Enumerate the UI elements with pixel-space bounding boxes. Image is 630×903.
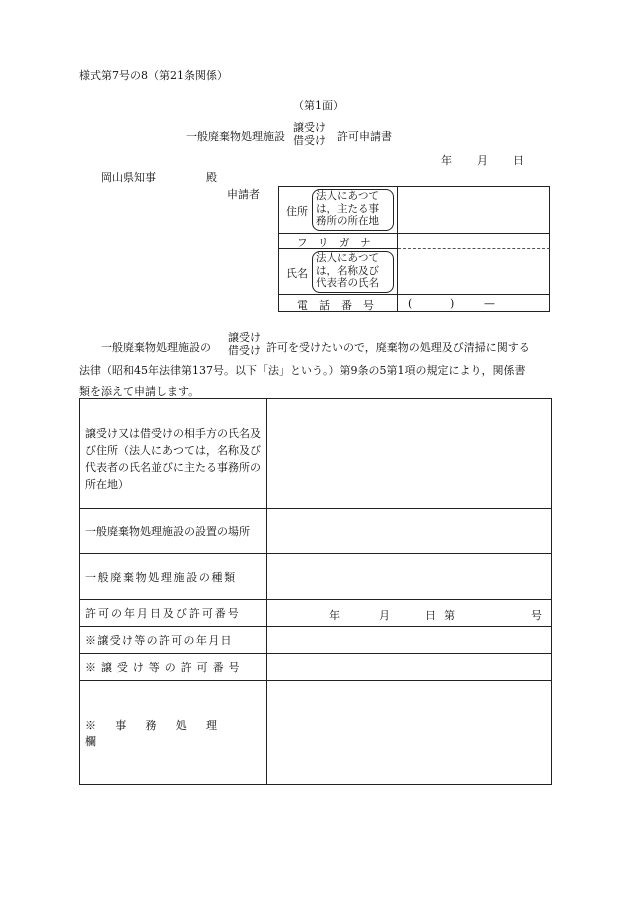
- name-note-line: 法人にあつて: [316, 252, 379, 264]
- permit-no: 第: [444, 609, 455, 622]
- address-note: [312, 189, 394, 231]
- name-value[interactable]: [398, 249, 550, 295]
- permit-year: 年: [329, 609, 340, 622]
- title-option-lease: 借受け: [293, 134, 326, 147]
- date-year: 年: [441, 154, 452, 167]
- office-use-value[interactable]: [267, 681, 552, 784]
- counterparty-label: 譲受け又は借受けの相手方の氏名及び住所（法人にあつては，名称及び代表者の氏名並びに主たる事務所の所在地）: [85, 427, 261, 491]
- address-note-line: 法人にあつて: [316, 190, 379, 202]
- address-value[interactable]: [398, 187, 550, 234]
- furigana-label-cell: [279, 234, 398, 249]
- permit-value[interactable]: [267, 600, 552, 626]
- row-label: [80, 627, 267, 653]
- date-day: 日: [513, 154, 524, 167]
- title-option-transfer: 譲受け: [293, 121, 326, 134]
- name-note: [312, 251, 394, 293]
- address-note-line: 務所の所在地: [316, 215, 379, 227]
- transfer-number-value[interactable]: [267, 654, 552, 680]
- name-label: 氏名: [286, 267, 308, 280]
- applicant-label: 申請者: [227, 188, 260, 201]
- table-row-office-use: [80, 681, 552, 785]
- furigana-value[interactable]: [398, 234, 550, 249]
- details-table: [79, 398, 552, 785]
- transfer-date-label: ※譲受け等の許可の年月日: [85, 634, 233, 647]
- row-label: [80, 554, 267, 599]
- form-number: 様式第7号の8（第21条関係）: [79, 69, 228, 82]
- body-suffix: 許可を受けたいので，廃棄物の処理及び清掃に関する: [266, 341, 530, 354]
- table-row-transfer-date: [80, 627, 552, 654]
- name-label-cell: [279, 249, 398, 295]
- row-label: [80, 509, 267, 553]
- location-label: 一般廃棄物処理施設の設置の場所: [85, 525, 250, 538]
- address-label-cell: [279, 187, 398, 234]
- phone-label-cell: [279, 295, 398, 312]
- address-note-line: は，主たる事: [316, 202, 379, 215]
- body-line-3: 類を添えて申請します。: [79, 385, 200, 398]
- permit-label: 許可の年月日及び許可番号: [85, 607, 241, 620]
- transfer-number-label: ※譲受け等の許可番号: [85, 661, 245, 674]
- phone-open: (: [408, 297, 413, 310]
- date-month: 月: [477, 154, 488, 167]
- facility-type-value[interactable]: [267, 554, 552, 599]
- phone-close: ): [450, 297, 455, 310]
- transfer-date-value[interactable]: [267, 627, 552, 653]
- body-prefix: 一般廃棄物処理施設の: [101, 341, 211, 354]
- facility-type-label: 一般廃棄物処理施設の種類: [85, 570, 237, 584]
- page-label: （第1面）: [293, 99, 344, 112]
- name-note-line: 代表者の氏名: [316, 277, 379, 289]
- permit-number-suffix: 号: [531, 609, 542, 622]
- title-options: [293, 121, 326, 147]
- addressee-name: 岡山県知事: [101, 171, 156, 184]
- phone-value[interactable]: [398, 295, 550, 312]
- table-row-counterparty: [80, 399, 552, 509]
- office-use-label: ※事務処理欄: [85, 718, 237, 748]
- body-line-2: 法律（昭和45年法律第137号。以下「法」という。）第9条の5第1項の規定により，関係書: [79, 364, 526, 377]
- body-option-transfer: 譲受け: [228, 331, 261, 344]
- row-label: [80, 681, 267, 784]
- table-row-transfer-number: [80, 654, 552, 681]
- phone-dash: —: [484, 297, 495, 310]
- body-options: [228, 331, 261, 357]
- address-label: 住所: [286, 205, 308, 218]
- table-row-location: [80, 509, 552, 554]
- phone-label: 電 話 番 号: [297, 299, 374, 312]
- table-row-facility-type: [80, 554, 552, 600]
- title-prefix: 一般廃棄物処理施設: [186, 130, 285, 143]
- location-value[interactable]: [267, 509, 552, 553]
- table-row-permit: [80, 600, 552, 627]
- addressee-honorific: 殿: [206, 171, 217, 184]
- counterparty-value[interactable]: [267, 399, 552, 508]
- row-label: [80, 600, 267, 626]
- name-note-line: は，名称及び: [316, 264, 379, 277]
- title-suffix: 許可申請書: [337, 130, 392, 143]
- applicant-table: [278, 186, 550, 312]
- row-label: [80, 399, 267, 508]
- row-label: [80, 654, 267, 680]
- furigana-label: フ リ ガ ナ: [297, 237, 371, 249]
- permit-day: 日: [425, 609, 436, 622]
- body-option-lease: 借受け: [228, 344, 261, 357]
- permit-month: 月: [379, 609, 390, 622]
